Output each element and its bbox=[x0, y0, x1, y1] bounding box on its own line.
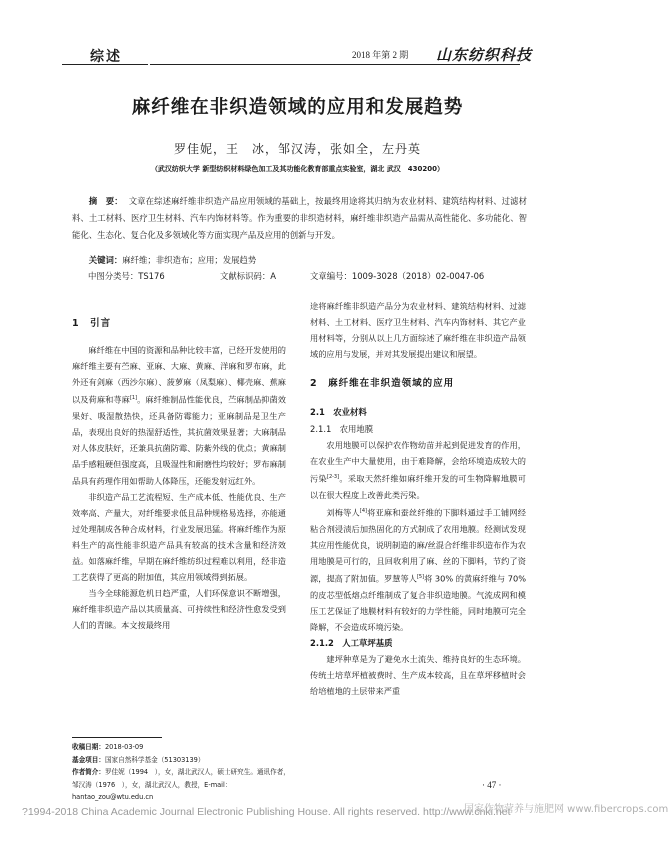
keywords bbox=[72, 252, 527, 268]
right-column bbox=[310, 298, 526, 699]
paragraph: 麻纤维在中国的资源和品种比较丰富，已经开发使用的麻纤维主要有苎麻、亚麻、大麻、黄麻、洋麻和罗布麻，此外还有剑麻（西沙尔麻）、菠萝麻（凤梨麻）、椰壳麻、蕉麻以及荷麻和荨麻[1]。麻纤维制品性能优良，苎麻制品抑菌效果好、吸湿散热快，还具备防霉能力；亚麻制品是卫生产品，表现出良好的热湿舒适性，其抗菌效果显著；大麻制品对人体皮肤好，还兼具抗菌防霉、防紫外线的优点；黄麻制品手感粗硬但强度高，且吸湿性和耐磨性均较好；罗布麻制品具有药理作用如帮助人体降压，还能发射远红外。 bbox=[72, 345, 286, 486]
copyright-notice: ?1994-2018 China Academic Journal Electronic Publishing House. All rights reserved. http://www.cnki.net bbox=[22, 806, 511, 818]
section-1-heading: 1 引言 bbox=[72, 318, 112, 329]
citation: [1] bbox=[129, 395, 138, 402]
fund-info: 国家自然科学基金（51303139） bbox=[104, 755, 205, 764]
subsubsection-heading: 2.1.2 人工草坪基质 bbox=[310, 637, 393, 648]
paragraph: 建坪种草是为了避免水土流失、维持良好的生态环境。传统土培草坪植被费时、生产成本较高，且在草坪移植时会给培植地的土层带来严重 bbox=[310, 654, 526, 697]
watermark: 国家作物营养与施肥网 www.fibercrops.com bbox=[464, 804, 668, 815]
clc-number: 中图分类号：TS176 bbox=[88, 271, 165, 281]
article-number: 文章编号：1009-3028（2018）02-0047-06 bbox=[310, 271, 485, 281]
paragraph: 刘梅等人[4]将亚麻和蚕丝纤维的下脚料通过手工铺网经粘合剂浸渍后加热固化的方式制成了农用地膜。经测试发现其应用性能优良，说明制造的麻/丝混合纤维非织造布作为农用地膜是可行的，且回收利用了麻、丝的下脚料，节约了资源，提高了附加值。罗慧等人[5]将 30% 的黄麻纤维与 70% 的皮芯型低熔点纤维制成了复合非织造地膜。气流成网和模压工艺保证了地膜材料有较好的力学性能，同时地膜可完全降解，不会造成环境污染。 bbox=[310, 507, 526, 632]
abstract-text: 文章在综述麻纤维非织造产品应用领域的基础上，按最终用途将其归纳为农业材料、建筑结构材料、过滤材料、土工材料、医疗卫生材料、汽车内饰材料等。作为重要的非织造材料，麻纤维非织造产品需从高性能化、多功能化、智能化、生态化、复合化及多领域化等方面实现产品及应用的创新与开发。 bbox=[72, 196, 527, 240]
affiliation: （武汉纺织大学 新型纺织材料绿色加工及其功能化教育部重点实验室，湖北 武汉 430200） bbox=[150, 165, 445, 173]
paper-title: 麻纤维在非织造领域的应用和发展趋势 bbox=[131, 97, 464, 118]
keywords-text: 麻纤维；非织造布；应用；发展趋势 bbox=[122, 255, 257, 265]
paragraph: 农用地膜可以保护农作物幼苗并起到促进发育的作用，在农业生产中大量使用，由于难降解，会给环境造成较大的污染[2-3]。采取天然纤维如麻纤维开发的可生物降解地膜可以在很大程度上改善此类污染。 bbox=[310, 439, 526, 500]
footnote-rule bbox=[72, 737, 162, 738]
section-label: 综述 bbox=[90, 49, 122, 65]
abstract-label: 摘 要： bbox=[88, 196, 123, 206]
issue-label: 2018 年第 2 期 bbox=[352, 50, 409, 60]
section-2-heading: 2 麻纤维在非织造领域的应用 bbox=[310, 378, 455, 390]
keywords-label: 关键词： bbox=[88, 255, 123, 265]
paragraph: 途将麻纤维非织造产品分为农业材料、建筑结构材料、过滤材料、土工材料、医疗卫生材料、汽车内饰材料、其它产业用材料等，分别从以上几方面综述了麻纤维在非织造产品领域的应用与发展，并对其发展提出建议和展望。 bbox=[310, 301, 526, 360]
subsubsection-heading: 2.1.1 农用地膜 bbox=[310, 423, 374, 434]
author-info: 罗佳妮（1994 ），女，湖北武汉人，硕士研究生。通讯作者，邹汉涛（1976 ），女，湖北武汉人，教授，E-mail：hantao_zou@wtu.edu.cn bbox=[72, 768, 290, 801]
footnote: 收稿日期：2018-03-09 基金项目：国家自然科学基金（51303139） 作者简介：罗佳妮（1994 ），女，湖北武汉人，硕士研究生。通讯作者，邹汉涛（1976 ），女，湖北武汉人，教授，E-mail：hantao_zou@wtu.edu.cn bbox=[72, 743, 290, 801]
journal-name: 山东纺织科技 bbox=[436, 46, 533, 64]
header-rule-left bbox=[62, 64, 148, 65]
subsection-heading: 2.1 农业材料 bbox=[310, 407, 367, 418]
left-column bbox=[72, 316, 286, 634]
paragraph: 非织造产品工艺流程短、生产成本低、性能优良、生产效率高、产量大，对纤维要求低且品种规格易选择，亦能通过处理制成各种合成材料，行业发展迅猛。将麻纤维作为原料生产的高性能非织造产品具有较高的技术含量和经济效益。如落麻纤维，早期在麻纤维纺织过程难以利用，经非造工艺获得了更高的附加值，其应用领域得到拓展。 bbox=[72, 491, 286, 583]
citation: [2-3] bbox=[327, 473, 340, 480]
received-date: 2018-03-09 bbox=[104, 743, 144, 751]
page-number: · 47 · bbox=[482, 780, 502, 790]
paragraph: 当今全球能源危机日趋严重，人们环保意识不断增强，麻纤维非织造产品以其质量高、可持续性和经济性愈发受到人们的青睐。本文按最终用 bbox=[72, 588, 286, 631]
author-list: 罗佳妮，王 冰，邹汉涛，张如全，左丹英 bbox=[173, 142, 421, 156]
document-code: 文献标识码：A bbox=[220, 271, 276, 281]
citation: [4] bbox=[359, 507, 367, 514]
citation: [5] bbox=[416, 573, 425, 580]
abstract bbox=[72, 193, 527, 244]
